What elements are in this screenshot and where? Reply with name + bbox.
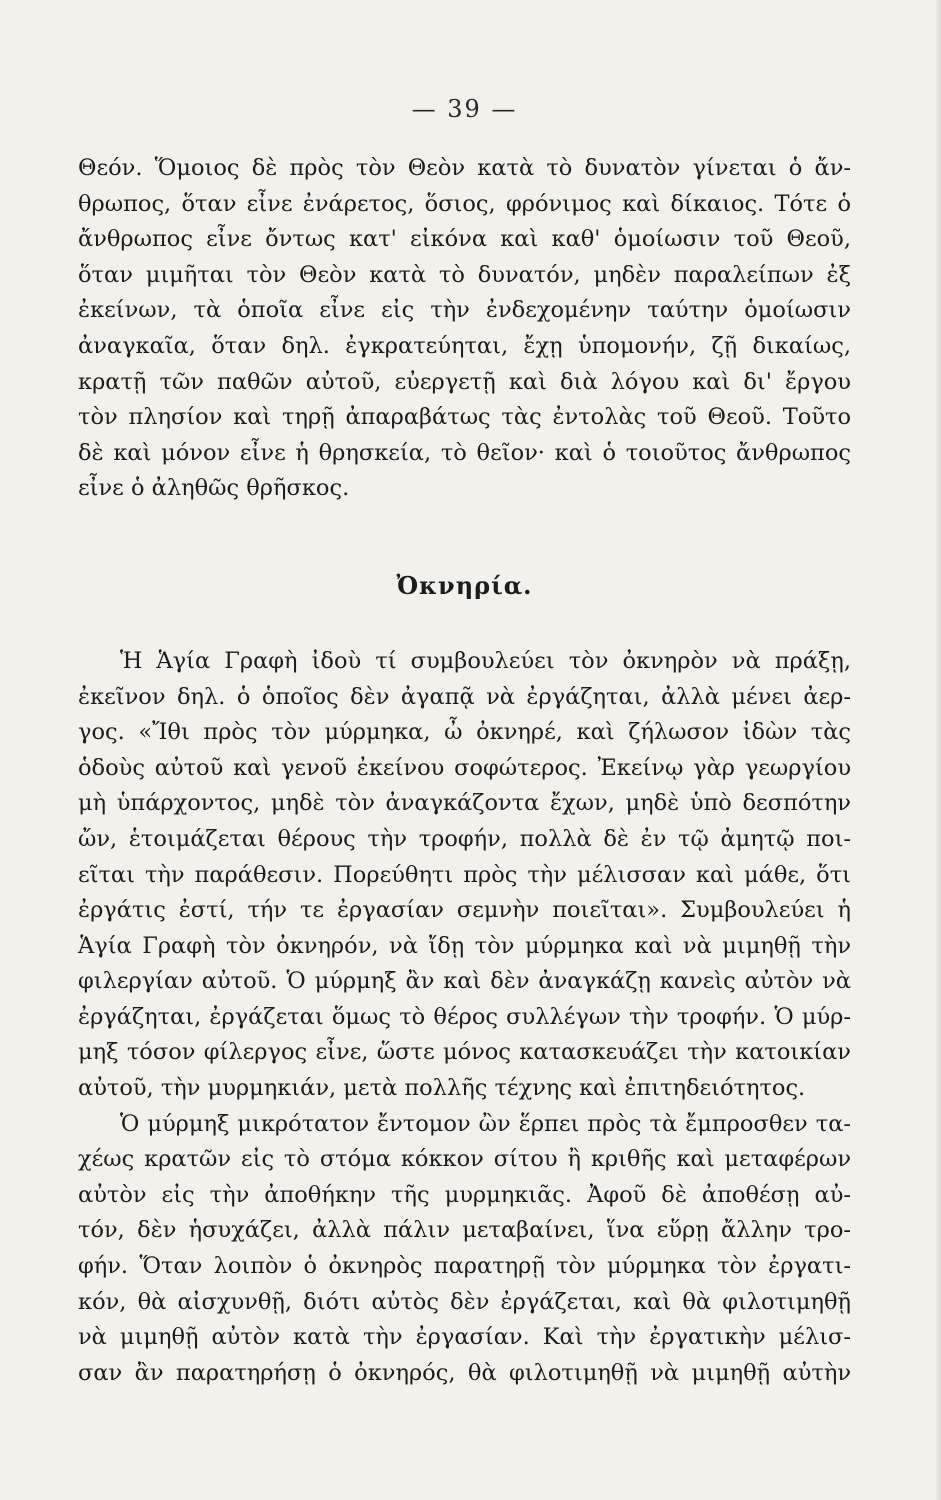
text-line: μὴ ὑπάρχοντος, μηδὲ τὸν ἀναγκάζοντα ἔχων, μηδὲ ὑπὸ δεσπότην: [78, 790, 851, 817]
text-line: Θεόν. Ὅμοιος δὲ πρὸς τὸν Θεὸν κατὰ τὸ δυνατὸν γίνεται ὁ ἄν-: [78, 155, 851, 181]
text-line: φήν. Ὅταν λοιπὸν ὁ ὀκνηρὸς παρατηρῇ τὸν μύρμηκα τὸν ἐργατι-: [78, 1253, 851, 1280]
text-line: μηξ τόσον φίλεργος εἶνε, ὥστε μόνος κατασκευάζει τὴν κατοικίαν: [78, 1039, 851, 1066]
text-line: τόν, δὲν ἡσυχάζει, ἀλλὰ πάλιν μεταβαίνει, ἵνα εὕρῃ ἄλλην τρο-: [78, 1217, 851, 1244]
text-line: ὤν, ἑτοιμάζεται θέρους τὴν τροφήν, πολλὰ δὲ ἐν τῷ ἀμητῷ ποι-: [78, 825, 851, 852]
text-line: ἐκείνων, τὰ ὁποῖα εἶνε εἰς τὴν ἐνδεχομένην ταύτην ὁμοίωσιν: [78, 297, 851, 324]
text-line: ἐργάζηται, ἐργάζεται ὅμως τὸ θέρος συλλέγων τὴν τροφήν. Ὁ μύρ-: [78, 1003, 851, 1030]
text-line: ἐκεῖνον δηλ. ὁ ὁποῖος δὲν ἀγαπᾷ νὰ ἐργάζηται, ἀλλὰ μένει ἀερ-: [78, 683, 851, 710]
section-heading: Ὀκνηρία.: [396, 570, 533, 600]
text-line: θρωπος, ὅταν εἶνε ἐνάρετος, ὅσιος, φρόνιμος καὶ δίκαιος. Τότε ὁ: [78, 190, 851, 217]
text-line: εἶνε ὁ ἀληθῶς θρῆσκος.: [78, 475, 350, 502]
paragraph-theos: [78, 151, 851, 507]
page-number: — 39 —: [411, 95, 518, 123]
text-line: Ὁ μύρμηξ μικρότατον ἔντομον ὢν ἕρπει πρὸς τὰ ἔμπροσθεν τα-: [120, 1110, 851, 1137]
text-line: κρατῇ τῶν παθῶν αὐτοῦ, εὐεργετῇ καὶ διὰ λόγου καὶ δι' ἔργου: [78, 368, 851, 395]
page-edge-shadow: [935, 0, 941, 1500]
text-line: δὲ καὶ μόνον εἶνε ἡ θρησκεία, τὸ θεῖον· καὶ ὁ τοιοῦτος ἄνθρωπος: [78, 439, 851, 466]
text-line: Ἁγία Γραφὴ τὸν ὀκνηρόν, νὰ ἴδῃ τὸν μύρμηκα καὶ νὰ μιμηθῇ τὴν: [78, 932, 851, 959]
text-line: αὐτοῦ, τὴν μυρμηκιάν, μετὰ πολλῆς τέχνης καὶ ἐπιτηδειότητος.: [78, 1075, 806, 1102]
text-line: ὁδοὺς αὐτοῦ καὶ γενοῦ ἐκείνου σοφώτερος. Ἐκείνῳ γὰρ γεωργίου: [78, 754, 851, 781]
text-line: χέως κρατῶν εἰς τὸ στόμα κόκκον σίτου ἢ κριθῆς καὶ μεταφέρων: [78, 1146, 851, 1173]
text-line: φιλεργίαν αὐτοῦ. Ὁ μύρμηξ ἂν καὶ δὲν ἀναγκάζῃ κανεὶς αὐτὸν νὰ: [78, 968, 851, 995]
paragraph-myrmix: [78, 1107, 851, 1392]
text-line: τὸν πλησίον καὶ τηρῇ ἀπαραβάτως τὰς ἐντολὰς τοῦ Θεοῦ. Τοῦτο: [78, 404, 851, 431]
text-line: Ἡ Ἁγία Γραφὴ ἰδοὺ τί συμβουλεύει τὸν ὀκνηρὸν νὰ πράξῃ,: [120, 647, 851, 674]
text-line: σαν ἂν παρατηρήσῃ ὁ ὀκνηρός, θὰ φιλοτιμηθῇ νὰ μιμηθῇ αὐτὴν: [78, 1359, 851, 1386]
text-line: ἄνθρωπος εἶνε ὄντως κατ' εἰκόνα καὶ καθ' ὁμοίωσιν τοῦ Θεοῦ,: [78, 226, 851, 253]
text-line: γος. «Ἴθι πρὸς τὸν μύρμηκα, ὦ ὀκνηρέ, καὶ ζήλωσον ἰδὼν τὰς: [78, 719, 851, 746]
text-line: κόν, θὰ αἰσχυνθῇ, διότι αὐτὸς δὲν ἐργάζεται, καὶ θὰ φιλοτιμηθῇ: [78, 1288, 851, 1315]
text-line: εῖται τὴν παράθεσιν. Πορεύθητι πρὸς τὴν μέλισσαν καὶ μάθε, ὅτι: [78, 861, 851, 888]
text-line: ὅταν μιμῆται τὸν Θεὸν κατὰ τὸ δυνατόν, μηδὲν παραλείπων ἐξ: [78, 261, 851, 288]
text-line: νὰ μιμηθῇ αὐτὸν κατὰ τὴν ἐργασίαν. Καὶ τὴν ἐργατικὴν μέλισ-: [78, 1324, 851, 1351]
text-line: αὐτὸν εἰς τὴν ἀποθήκην τῆς μυρμηκιᾶς. Ἀφοῦ δὲ ἀποθέσῃ αὐ-: [78, 1181, 851, 1208]
text-line: ἀναγκαῖα, ὅταν δηλ. ἐγκρατεύηται, ἔχῃ ὑπομονήν, ζῇ δικαίως,: [78, 332, 851, 359]
paragraph-okniria: [78, 644, 851, 1107]
text-line: ἐργάτις ἐστί, τήν τε ἐργασίαν σεμνὴν ποιεῖται». Συμβουλεύει ἡ: [78, 897, 851, 924]
